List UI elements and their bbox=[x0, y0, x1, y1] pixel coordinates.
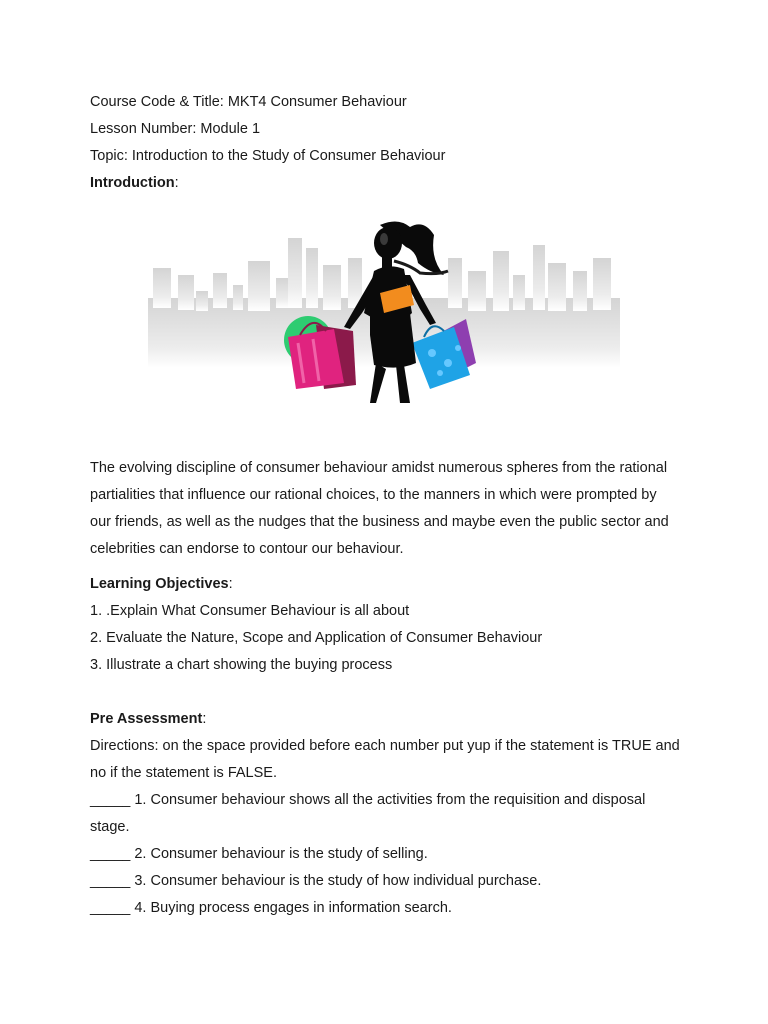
objectives-label: Learning Objectives bbox=[90, 576, 229, 592]
introduction-heading bbox=[90, 170, 690, 197]
assessment-item: _____ 3. Consumer behaviour is the study of how individual purchase. bbox=[90, 873, 542, 889]
shopping-woman-illustration bbox=[148, 213, 620, 408]
objective-item: 3. Illustrate a chart showing the buying process bbox=[90, 657, 393, 673]
headphone-icon bbox=[380, 233, 388, 245]
objectives-heading bbox=[90, 571, 690, 598]
topic-line: Topic: Introduction to the Study of Consumer Behaviour bbox=[90, 148, 446, 164]
assessment-item: _____ 1. Consumer behaviour shows all the activities from the requisition and disposal stage. bbox=[90, 792, 646, 835]
assessment-item: _____ 2. Consumer behaviour is the study of selling. bbox=[90, 846, 428, 862]
introduction-label: Introduction bbox=[90, 175, 175, 191]
objective-item: 1. .Explain What Consumer Behaviour is all about bbox=[90, 603, 410, 619]
pre-assessment-label: Pre Assessment bbox=[90, 711, 203, 727]
pre-assessment-heading bbox=[90, 706, 680, 733]
objectives-section bbox=[90, 571, 690, 679]
introduction-colon: : bbox=[174, 175, 179, 191]
intro-section bbox=[90, 455, 680, 563]
pre-assessment-section bbox=[90, 706, 680, 922]
course-title-line: Course Code & Title: MKT4 Consumer Behaviour bbox=[90, 94, 407, 110]
header-section bbox=[90, 89, 690, 197]
objectives-colon: : bbox=[228, 576, 233, 592]
pre-assessment-colon: : bbox=[202, 711, 207, 727]
objective-item: 2. Evaluate the Nature, Scope and Application of Consumer Behaviour bbox=[90, 630, 543, 646]
directions-text: Directions: on the space provided before each number put yup if the statement is TRUE and no if the statement is FALSE. bbox=[90, 738, 680, 781]
intro-paragraph: The evolving discipline of consumer behaviour amidst numerous spheres from the rational partialities that influence our rational choices, to the manners in which were prompted by our friends, as well as the nudges that the business and maybe even the public sector and celebrities can endorse to contour our behaviour. bbox=[90, 460, 669, 557]
lesson-number-line: Lesson Number: Module 1 bbox=[90, 121, 261, 137]
assessment-item: _____ 4. Buying process engages in information search. bbox=[90, 900, 452, 916]
shopping-woman-icon bbox=[148, 213, 620, 408]
